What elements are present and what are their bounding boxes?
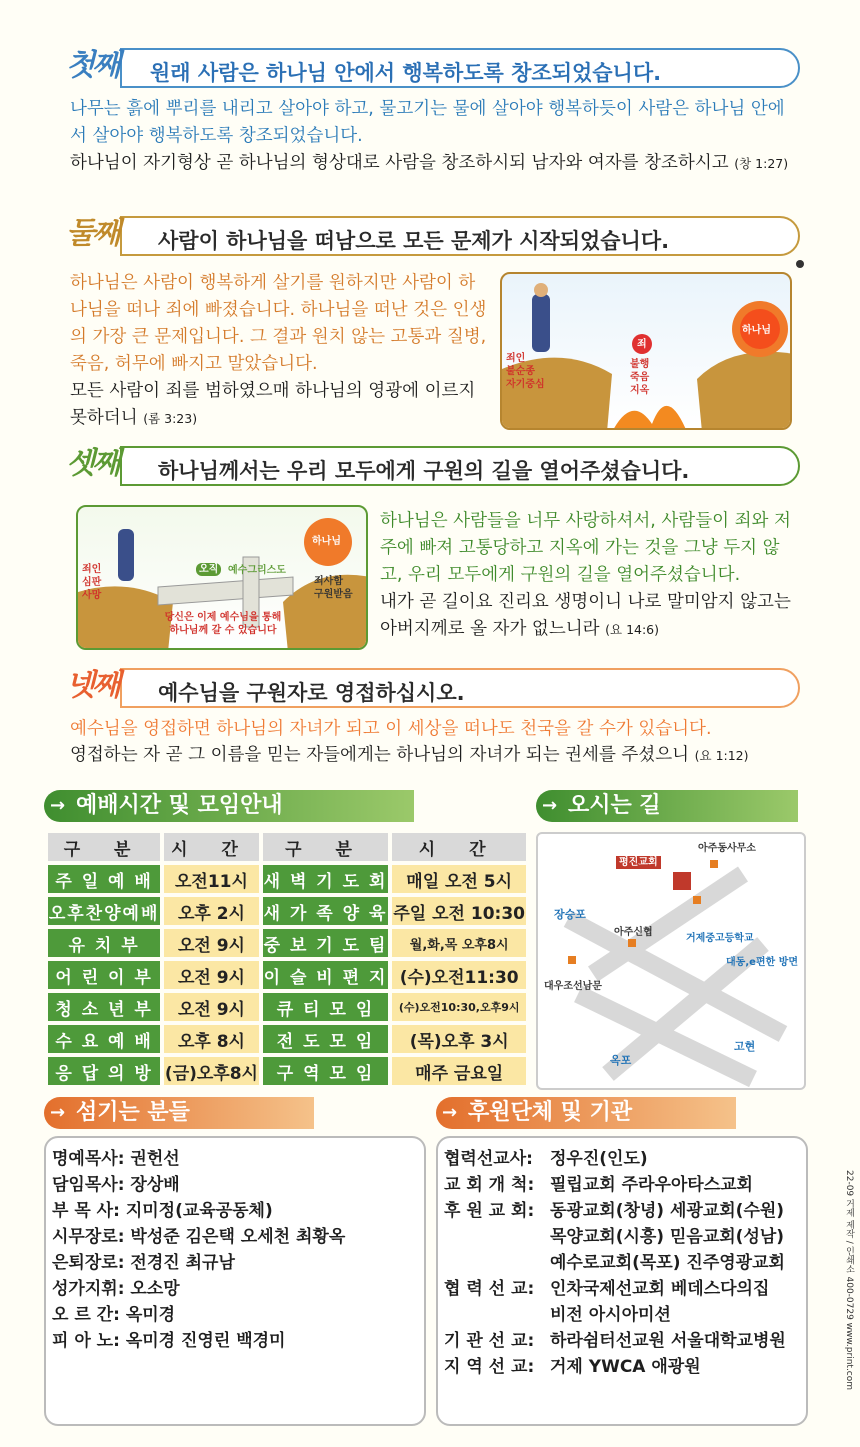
header-cell: 구 분: [263, 833, 389, 861]
section2-title: 사람이 하나님을 떠남으로 모든 문제가 시작되었습니다.: [158, 229, 670, 253]
support-names: 동광교회(창녕) 세광교회(수원): [550, 1201, 785, 1221]
section2-verse: [70, 378, 490, 432]
sinner-label: 죄인 심판 사망: [82, 564, 102, 601]
staff-role: 오 르 간:: [52, 1305, 120, 1325]
service-time: 오전11시: [164, 865, 258, 893]
service-name: 큐 티 모 임: [263, 993, 389, 1021]
service-time: 오전 9시: [164, 929, 258, 957]
serve-ribbon: [44, 1097, 314, 1129]
section3-title: 하나님께서는 우리 모두에게 구원의 길을 열어주셨습니다.: [158, 459, 690, 483]
service-name: 전 도 모 임: [263, 1025, 389, 1053]
section4-tag: 넷째: [66, 668, 118, 703]
section1-title: 원래 사람은 하나님 안에서 행복하도록 창조되었습니다.: [150, 61, 662, 85]
staff-names: 옥미경: [125, 1305, 176, 1325]
section1-verse: [70, 150, 800, 177]
service-time: (수)오전11:30: [392, 961, 526, 989]
support-category: 후 원 교 회:: [444, 1201, 535, 1221]
map-ribbon: [536, 790, 798, 822]
header-cell: 시 간: [392, 833, 526, 861]
staff-names: 지미정(교육공동체): [125, 1201, 273, 1221]
support-title: 후원단체 및 기관: [468, 1100, 633, 1125]
section3-verse: [380, 589, 800, 643]
support-names: 필립교회 주라우아타스교회: [550, 1175, 753, 1195]
service-time: 매주 금요일: [392, 1057, 526, 1085]
section4-verse-text: 영접하는 자 곧 그 이름을 믿는 자들에게는 하나님의 자녀가 되는 권세를 주셨으니: [70, 745, 690, 765]
support-row: [444, 1354, 701, 1380]
curse-label: 불행 죽음 지옥: [630, 359, 650, 396]
section3-verse-text: 내가 곧 길이요 진리요 생명이니 나로 말미암지 않고는 아버지께로 올 자가 없느니라: [380, 592, 791, 639]
support-row: [444, 1224, 784, 1250]
staff-role: 시무장로:: [52, 1227, 125, 1247]
section3-illustration: [76, 505, 368, 650]
service-name: 응 답 의 방: [48, 1057, 160, 1085]
forgiven-label: 죄사함 구원받음: [314, 576, 353, 600]
staff-role: 피 아 노:: [52, 1331, 120, 1351]
table-row: [48, 1057, 526, 1085]
service-name: 새 벽 기 도 회: [263, 865, 389, 893]
okpo-label: 옥포: [610, 1054, 632, 1067]
printer-info: 22-09 거제 제작 / 인쇄소 400-0729 www.print.com: [844, 1170, 854, 1391]
section2-ref: (롬 3:23): [143, 411, 198, 426]
section3-body: 하나님은 사람들을 너무 사랑하셔서, 사람들이 죄와 저주에 빠져 고통당하고 지옥에 가는 것을 그냥 두지 않고, 우리 모두에게 구원의 길을 열어주셨습니다.: [380, 511, 791, 585]
staff-role: 명예목사:: [52, 1149, 125, 1169]
directions-map: [536, 832, 806, 1090]
table-row: [48, 929, 526, 957]
service-time: (금)오후8시: [164, 1057, 258, 1085]
support-ribbon: [436, 1097, 736, 1129]
section3-tag: 셋째: [66, 446, 118, 481]
service-time: 오전 9시: [164, 961, 258, 989]
service-time: 오후 2시: [164, 897, 258, 925]
support-row: [444, 1302, 671, 1328]
staff-names: 전경진 최규남: [130, 1253, 235, 1273]
table-row: [48, 1025, 526, 1053]
staff-row: [52, 1250, 235, 1276]
god-label: 하나님: [742, 325, 771, 336]
service-time: 월,화,목 오후8시: [392, 929, 526, 957]
daedong-label: 대동,e편한 방면: [726, 957, 799, 968]
sin-label: 죄: [637, 339, 647, 350]
support-row: [444, 1250, 785, 1276]
staff-row: [52, 1276, 180, 1302]
support-row: [444, 1198, 784, 1224]
only-label: 오직: [196, 563, 221, 576]
support-box: [436, 1136, 808, 1426]
arrow-icon: →: [442, 1102, 458, 1123]
service-time: 매일 오전 5시: [392, 865, 526, 893]
table-header-row: [48, 833, 526, 861]
staff-row: [52, 1172, 180, 1198]
section1-tag: 첫째: [66, 48, 118, 83]
service-time: (목)오후 3시: [392, 1025, 526, 1053]
support-names: 정우진(인도): [550, 1149, 648, 1169]
support-category: 지 역 선 교:: [444, 1357, 535, 1377]
staff-names: 장상배: [130, 1175, 180, 1195]
service-name: 이 슬 비 편 지: [263, 961, 389, 989]
header-cell: 시 간: [164, 833, 258, 861]
service-time: 주일 오전 10:30: [392, 897, 526, 925]
table-row: [48, 993, 526, 1021]
section2-illustration: [500, 272, 792, 430]
support-names: 하라쉼터선교원 서울대학교병원: [550, 1331, 786, 1351]
god-label: 하나님: [312, 536, 341, 547]
arrow-icon: →: [50, 795, 66, 816]
service-name: 오후찬양예배: [48, 897, 160, 925]
section1-header: [66, 48, 800, 88]
service-name: 새 가 족 양 육: [263, 897, 389, 925]
service-time: 오후 8시: [164, 1025, 258, 1053]
arrow-icon: →: [542, 795, 558, 816]
staff-names: 옥미경 진영린 백경미: [125, 1331, 286, 1351]
staff-role: 은퇴장로:: [52, 1253, 125, 1273]
church-label: 평진교회: [616, 856, 661, 869]
section3-ref: (요 14:6): [605, 622, 660, 637]
worship-table: [44, 829, 530, 1089]
staff-role: 담임목사:: [52, 1175, 125, 1195]
service-time: 오전 9시: [164, 993, 258, 1021]
section1-body: 나무는 흙에 뿌리를 내리고 살아야 하고, 물고기는 물에 살아야 행복하듯이 사람은 하나님 안에서 살아야 행복하도록 창조되었습니다.: [70, 99, 785, 146]
staff-role: 성가지휘:: [52, 1279, 125, 1299]
table-row: [48, 961, 526, 989]
worship-ribbon: [44, 790, 414, 822]
service-name: 구 역 모 임: [263, 1057, 389, 1085]
section4-title: 예수님을 구원자로 영접하십시오.: [158, 681, 465, 705]
section4-verse: [70, 742, 810, 769]
header-cell: 구 분: [48, 833, 160, 861]
service-time: (수)오전10:30,오후9시: [392, 993, 526, 1021]
section2-connector-dot: [796, 260, 804, 268]
sinner-label: 죄인 불순종 자기중심: [506, 353, 545, 390]
section4-body: 예수님을 영접하면 하나님의 자녀가 되고 이 세상을 떠나도 천국을 갈 수가 있습니다.: [70, 719, 712, 739]
support-category: 협력선교사:: [444, 1149, 533, 1169]
staff-row: [52, 1328, 285, 1354]
staff-row: [52, 1198, 273, 1224]
staff-row: [52, 1146, 180, 1172]
section4-header: [66, 668, 800, 708]
service-name: 수 요 예 배: [48, 1025, 160, 1053]
staff-names: 박성준 김은택 오세천 최황옥: [130, 1227, 346, 1247]
support-category: 기 관 선 교:: [444, 1331, 535, 1351]
section2-body: 하나님은 사람이 행복하게 살기를 원하지만 사람이 하나님을 떠나 죄에 빠졌습니다. 하나님을 떠난 것은 인생의 가장 큰 문제입니다. 그 결과 원치 않는 고통과 질병, 죽음, 허무에 빠지고 말았습니다.: [70, 273, 487, 374]
service-name: 중 보 기 도 팀: [263, 929, 389, 957]
service-name: 주 일 예 배: [48, 865, 160, 893]
section1-ref: (창 1:27): [734, 156, 789, 171]
ajushinhyeop-label: 아주신협: [614, 927, 653, 938]
support-category: 협 력 선 교:: [444, 1279, 535, 1299]
serve-box: [44, 1136, 426, 1426]
section3-header: [66, 446, 800, 486]
daeujoseon-label: 대우조선남문: [544, 981, 602, 992]
section2-header: [66, 216, 800, 256]
section1-verse-text: 하나님이 자기형상 곧 하나님의 형상대로 사람을 창조하시되 남자와 여자를 창조하시고: [70, 153, 729, 173]
staff-row: [52, 1302, 175, 1328]
support-row: [444, 1276, 769, 1302]
support-row: [444, 1328, 786, 1354]
christ-label: 예수그리스도: [228, 565, 286, 576]
staff-names: 권헌선: [130, 1149, 180, 1169]
service-name: 유 치 부: [48, 929, 160, 957]
support-names: 목양교회(시흥) 믿음교회(성남): [550, 1227, 785, 1247]
caption-label: 당신은 이제 예수님을 통해 하나님께 갈 수 있습니다: [164, 612, 282, 636]
staff-names: 오소망: [130, 1279, 180, 1299]
gohyeon-label: 고현: [734, 1040, 756, 1053]
section2-tag: 둘째: [66, 216, 118, 251]
support-category: 교 회 개 척:: [444, 1175, 535, 1195]
worship-title: 예배시간 및 모임안내: [76, 793, 283, 818]
support-row: [444, 1146, 648, 1172]
table-row: [48, 865, 526, 893]
table-row: [48, 897, 526, 925]
staff-row: [52, 1224, 345, 1250]
jangseungpo-label: 장승포: [554, 908, 586, 921]
support-names: 예수로교회(목포) 진주영광교회: [550, 1253, 785, 1273]
support-names: 인차국제선교회 베데스다의집: [550, 1279, 770, 1299]
support-names: 비전 아시아미션: [550, 1305, 671, 1325]
service-name: 청 소 년 부: [48, 993, 160, 1021]
support-row: [444, 1172, 753, 1198]
arrow-icon: →: [50, 1102, 66, 1123]
staff-role: 부 목 사:: [52, 1201, 120, 1221]
office-label: 아주동사무소: [698, 843, 756, 854]
serve-title: 섬기는 분들: [76, 1100, 190, 1125]
section4-ref: (요 1:12): [694, 748, 749, 763]
highschool-label: 거제중고등학교: [686, 933, 754, 944]
service-name: 어 린 이 부: [48, 961, 160, 989]
map-title: 오시는 길: [568, 793, 661, 818]
support-names: 거제 YWCA 애광원: [550, 1357, 701, 1377]
section2-verse-text: 모든 사람이 죄를 범하였으매 하나님의 영광에 이르지 못하더니: [70, 381, 476, 428]
